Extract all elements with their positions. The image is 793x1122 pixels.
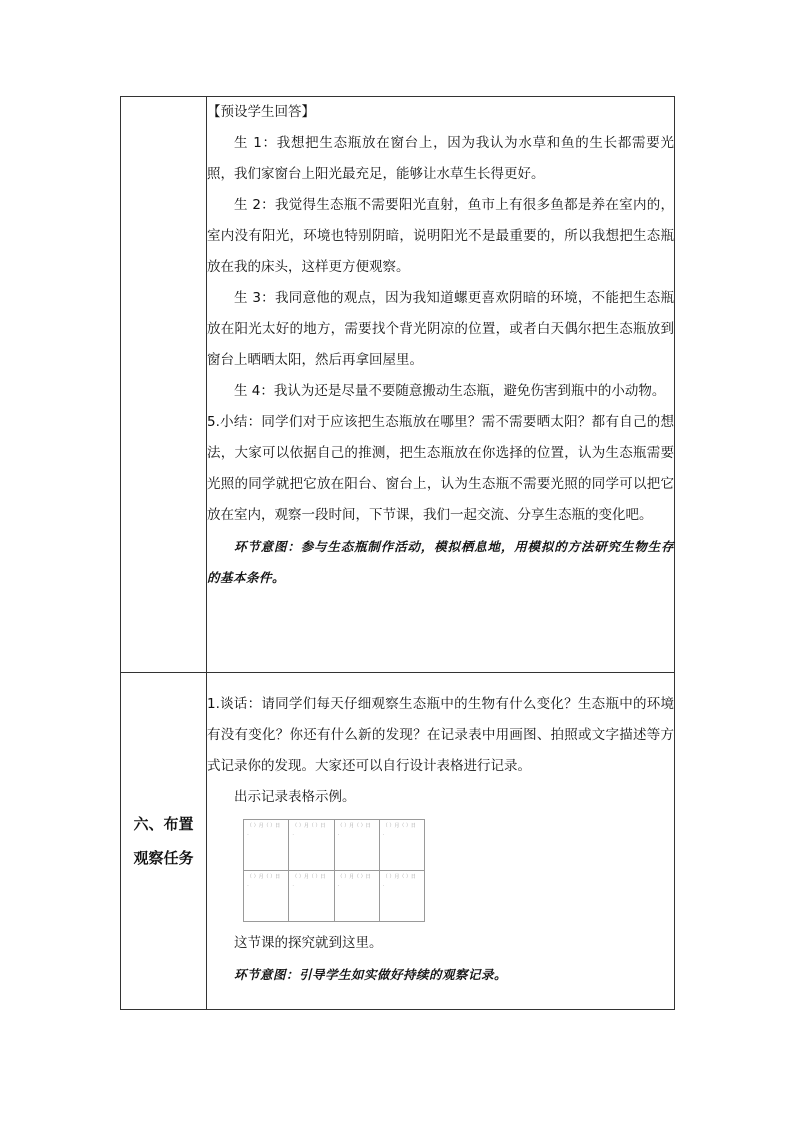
summary-paragraph: 5.小结：同学们对于应该把生态瓶放在哪里？需不需要晒太阳？都有自己的想法，大家可以依据自己的推测，把生态瓶放在你选择的位置，认为生态瓶需要光照的同学就把它放在阳台、窗台上，认为生态瓶不需要光照的同学可以把它放在室内，观察一段时间，下节课，我们一起交流、分享生态瓶的变化吧。 [207, 414, 674, 523]
section-label-cell-empty [121, 97, 207, 673]
table-row [121, 97, 675, 673]
record-cell: （ ）月（ ）日 · [244, 871, 289, 922]
section-intent: 环节意图：参与生态瓶制作活动，模拟栖息地，用模拟的方法研究生物生存的基本条件。 [207, 539, 674, 585]
content-cell [207, 97, 675, 673]
student-answer-1: 生 1：我想把生态瓶放在窗台上，因为我认为水草和鱼的生长都需要光照，我们家窗台上阳光最充足，能够让水草生长得更好。 [207, 135, 674, 182]
record-cell: （ ）月（ ）日 · [379, 871, 424, 922]
section-label-cell [121, 673, 207, 1010]
record-cell: （ ）月（ ）日 · [244, 820, 289, 871]
preset-answers-heading: 【预设学生回答】 [207, 104, 315, 120]
record-row [244, 871, 425, 922]
record-cell: （ ）月（ ）日 · [334, 871, 379, 922]
lesson-plan-table [120, 96, 675, 1010]
record-cell: （ ）月（ ）日 · [334, 820, 379, 871]
student-answer-3: 生 3：我同意他的观点，因为我知道螺更喜欢阴暗的环境，不能把生态瓶放在阳光太好的地方，需要找个背光阴凉的位置，或者白天偶尔把生态瓶放到窗台上晒晒太阳，然后再拿回屋里。 [207, 290, 674, 368]
closing-line: 这节课的探究就到这里。 [234, 935, 383, 951]
record-cell: （ ）月（ ）日 · [289, 871, 334, 922]
section-label: 六、布置观察任务 [133, 815, 194, 867]
content-cell [207, 673, 675, 1010]
talk-paragraph: 1.谈话：请同学们每天仔细观察生态瓶中的生物有什么变化？生态瓶中的环境有没有变化？你还有什么新的发现？在记录表中用画图、拍照或文字描述等方式记录你的发现。大家还可以自行设计表格进行记录。 [207, 696, 674, 774]
section-intent: 环节意图：引导学生如实做好持续的观察记录。 [234, 967, 508, 982]
record-row [244, 820, 425, 871]
student-answer-4: 生 4：我认为还是尽量不要随意搬动生态瓶，避免伤害到瓶中的小动物。 [234, 383, 666, 399]
student-answer-2: 生 2：我觉得生态瓶不需要阳光直射，鱼市上有很多鱼都是养在室内的，室内没有阳光，环境也特别阴暗，说明阳光不是最重要的，所以我想把生态瓶放在我的床头，这样更方便观察。 [207, 197, 674, 275]
show-example-line: 出示记录表格示例。 [234, 789, 356, 805]
record-cell: （ ）月（ ）日 · [289, 820, 334, 871]
record-cell: （ ）月（ ）日 · [379, 820, 424, 871]
table-row [121, 673, 675, 1010]
record-table-example [243, 819, 425, 922]
